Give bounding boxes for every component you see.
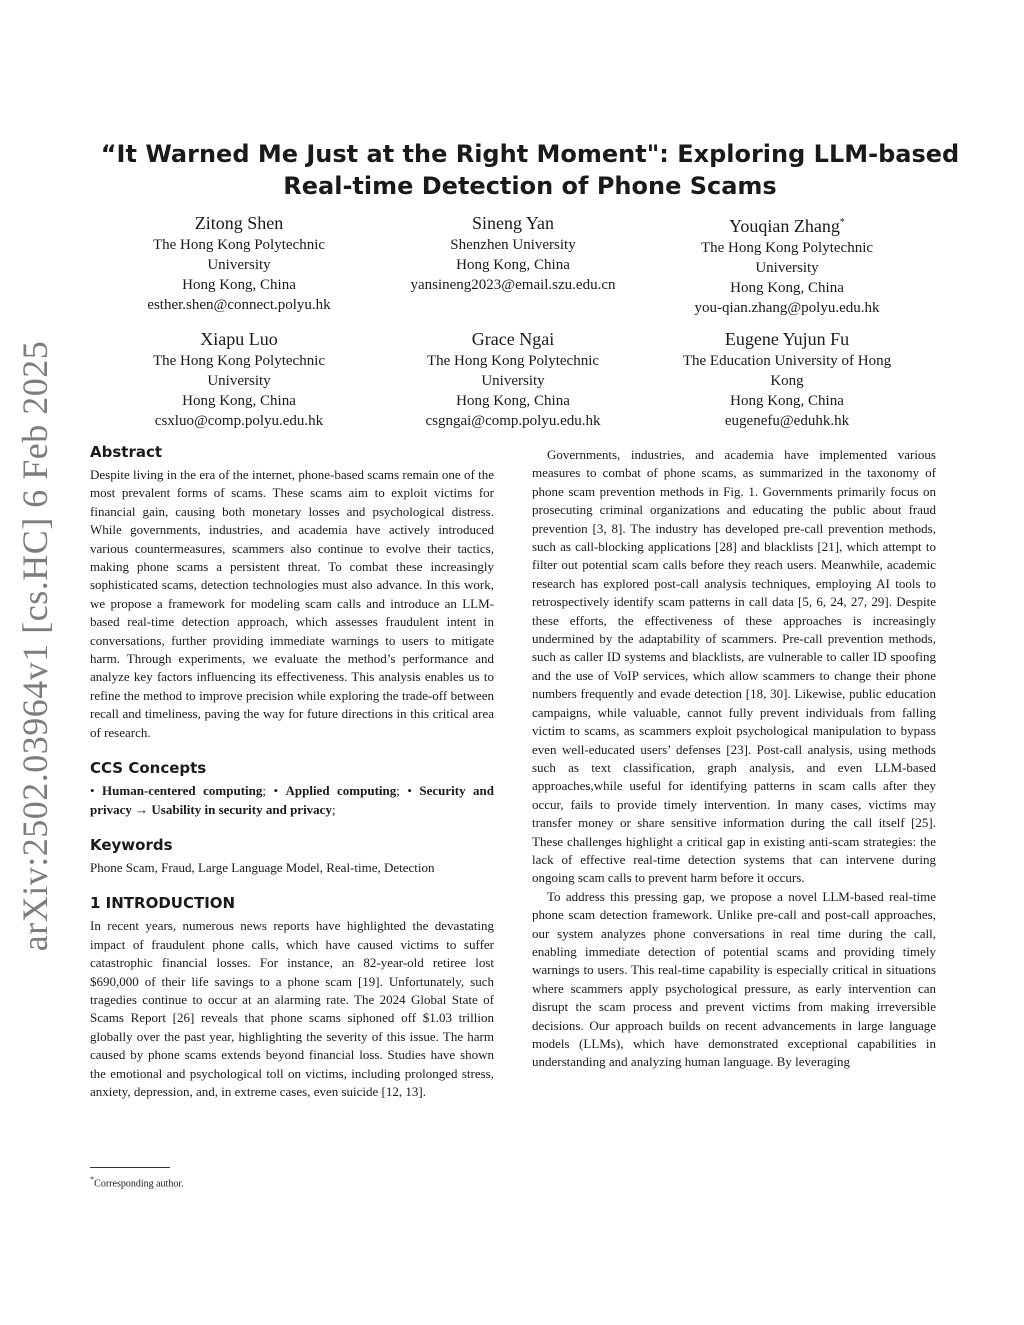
footnote-rule: [90, 1167, 170, 1168]
author-name: Xiapu Luo: [200, 329, 278, 349]
ccs-separator: ; •: [396, 783, 420, 799]
author-email: esther.shen@connect.polyu.hk: [147, 297, 331, 313]
author-affiliation: The Hong Kong Polytechnic: [426, 353, 600, 369]
author-name: Zitong Shen: [194, 213, 284, 233]
author-affiliation: The Hong Kong Polytechnic: [152, 237, 326, 253]
abstract-heading: Abstract: [90, 443, 163, 461]
ccs-term: Applied computing: [285, 783, 397, 799]
author-location: Hong Kong, China: [730, 280, 844, 296]
author-email: yansineng2023@email.szu.edu.cn: [410, 277, 616, 293]
introduction-text: In recent years, numerous news reports have highlighted the devastating impact of fraudulent phone calls, which have caused victims to suffer catastrophic financial losses. For instance, an 82-year-old retiree lost $690,000 of their life savings to a phone scam [19]. Unfortunately, such tragedies continue to occur at an alarming rate. The 2024 Global State of Scams Report [26] reveals that phone scams siphoned off $1.03 trillion globally over the past year, highlighting the severity of this issue. The harm caused by phone scams extends beyond financial loss. Studies have shown the emotional and psychological toll on victims, including prolonged stress, anxiety, depression, and, in extreme cases, even suicide [12, 13].: [90, 918, 494, 1099]
abstract-text: Despite living in the era of the internet, phone-based scams remain one of the most prevalent forms of scams. These scams aim to exploit victims for financial gain, causing both monetary losses and psychological distress. While governments, industries, and academia have actively introduced various countermeasures, scammers also continue to evolve their tactics, making phone scams a persistent threat. To combat these increasingly sophisticated scams, detection technologies must also advance. In this work, we propose a framework for modeling scam calls and introduce an LLM-based real-time detection approach, which assesses fraudulent intent in conversations, further providing immediate warnings to users to mitigate harm. Through experiments, we evaluate the method’s performance and analyze key factors influencing its effectiveness. This analysis enables us to refine the method to improve precision while exploring the trade-off between recall and timeliness, paving the way for future directions in this critical area of research.: [90, 467, 494, 740]
author-block: [642, 328, 932, 431]
author-affiliation: The Hong Kong Polytechnic: [152, 353, 326, 369]
author-location: Hong Kong, China: [456, 393, 570, 409]
author-affiliation-cont: University: [207, 373, 271, 389]
author-email: csgngai@comp.polyu.edu.hk: [425, 413, 601, 429]
author-affiliation: The Education University of Hong: [682, 353, 892, 369]
ccs-term: Human-centered computing: [102, 783, 263, 799]
ccs-end: ;: [331, 801, 336, 817]
author-affiliation-cont: University: [755, 260, 819, 276]
ccs-concepts: [90, 782, 494, 819]
body-paragraph: To address this pressing gap, we propose a novel LLM-based real-time phone scam detection framework. Unlike pre-call and post-call approaches, our system analyzes phone conversations in real time during the call, enabling immediate detection of potential scams and providing timely warnings to users. This real-time capability is especially critical in situations where scammers apply psychological pressure, as early intervention can disrupt the scam process and prevent victims from making irreversible decisions. Our approach builds on recent advancements in large language models (LLMs), which have demonstrated exceptional capabilities in understanding and analyzing human language. By leveraging: [532, 888, 936, 1070]
author-affiliation: The Hong Kong Polytechnic: [700, 240, 874, 256]
ccs-separator: ; •: [262, 783, 286, 799]
author-affiliation-cont: University: [481, 373, 545, 389]
author-block: [94, 328, 384, 431]
author-name: Sineng Yan: [471, 213, 555, 233]
ccs-arrow: →: [131, 801, 152, 817]
author-name-text: Youqian Zhang: [729, 216, 840, 236]
author-location: Hong Kong, China: [182, 393, 296, 409]
corresponding-mark: *: [839, 217, 845, 228]
introduction-heading: 1 INTRODUCTION: [90, 894, 236, 913]
author-affiliation-cont: University: [207, 257, 271, 273]
author-location: Hong Kong, China: [456, 257, 570, 273]
body-paragraph: Governments, industries, and academia have implemented various measures to combat of phone scams, as summarized in the taxonomy of phone scam prevention methods in Fig. 1. Governments primarily focus on prosecuting criminal organizations and educating the public about fraud prevention [3, 8]. The industry has developed pre-call prevention methods, such as call-blocking applications [28] and blacklists [21], which attempt to filter out potential scam calls before they reach users. Meanwhile, academic research has explored post-call analysis techniques, employing AI tools to retrospectively identify scam patterns in call data [5, 6, 24, 27, 29]. Despite these efforts, the effectiveness of these approaches is increasingly undermined by the adaptability of scammers. Pre-call prevention methods, such as caller ID systems and blacklists, are vulnerable to caller ID spoofing and the use of VoIP services, which allow scammers to change their phone numbers frequently and evade detection [18, 30]. Likewise, public education campaigns, while valuable, cannot fully prevent individuals from falling victim to scams, as scammers exploit psychological manipulation to bypass even well-educated users’ defenses [23]. Post-call analysis, using methods such as text classification, graph analysis, and even LLM-based approaches,while useful for identifying patterns in scam calls after they occur, fails to provide timely intervention. In many cases, victims may transfer money or share sensitive information during the call itself [25]. These challenges highlight a critical gap in existing anti-scam strategies: the lack of effective real-time detection systems that can intervene during ongoing scam calls to prevent harm before it occurs.: [532, 447, 936, 886]
arxiv-identifier: [10, 340, 60, 952]
author-name: Eugene Yujun Fu: [724, 329, 850, 349]
keywords-text: Phone Scam, Fraud, Large Language Model, Real-time, Detection: [90, 859, 435, 875]
author-block: [94, 212, 384, 315]
author-name: [642, 212, 932, 237]
footnote-mark: *: [90, 1175, 95, 1184]
author-email: you-qian.zhang@polyu.edu.hk: [694, 300, 880, 316]
author-location: Hong Kong, China: [182, 277, 296, 293]
ccs-term: Security and privacy: [90, 783, 495, 817]
paper-title-line-1: “It Warned Me Just at the Right Moment": Exploring LLM-based: [100, 140, 960, 168]
keywords-heading: Keywords: [90, 835, 173, 854]
author-name: Grace Ngai: [471, 329, 555, 349]
paper-title-line-2: Real-time Detection of Phone Scams: [283, 172, 777, 200]
author-block: [368, 212, 658, 295]
author-email: eugenefu@eduhk.hk: [724, 413, 850, 429]
author-block: [368, 328, 658, 431]
ccs-heading: CCS Concepts: [90, 759, 207, 778]
ccs-term: Usability in security and privacy: [151, 801, 332, 817]
author-block: [642, 212, 932, 318]
left-column: [90, 442, 494, 1101]
footnote-text: Corresponding author.: [94, 1178, 184, 1190]
author-affiliation: Shenzhen University: [450, 237, 576, 253]
ccs-bullet: •: [90, 783, 103, 799]
author-affiliation-cont: Kong: [770, 373, 804, 389]
footnote: [90, 1173, 184, 1190]
paper-title: [80, 138, 980, 202]
arxiv-identifier-text: arXiv:2502.03964v1 [cs.HC] 6 Feb 2025: [15, 340, 55, 952]
right-column: [532, 446, 936, 1072]
author-email: csxluo@comp.polyu.edu.hk: [154, 413, 324, 429]
author-location: Hong Kong, China: [730, 393, 844, 409]
